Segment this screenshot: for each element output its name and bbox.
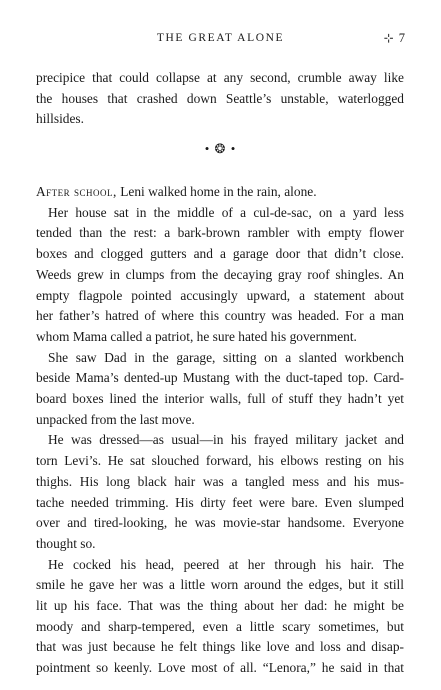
text-line: that was just because he felt things like love and loss and disap- [36, 639, 404, 655]
text-line: torn Levi’s. He sat slouched forward, his elbows resting on his [36, 453, 404, 469]
text-line: empty flagpole pointed accusingly upward, a statement about [36, 287, 404, 303]
lead-in: After school, [36, 184, 117, 199]
folio-ornament-icon: ⊹ [383, 31, 394, 45]
text-line: board boxes lined the interior walls, full of stuff they hadn’t yet [36, 391, 404, 407]
folio [384, 31, 405, 46]
text-line: He cocked his head, peered at her through his hair. The [48, 556, 404, 572]
text-line: Weeds grew in clumps from the decaying gray roof shingles. An [36, 266, 404, 282]
text-line: the houses that crashed down Seattle’s unstable, waterlogged [36, 90, 404, 106]
text-line: pointment so keenly. Love most of all. “Lenora,” he said in that [36, 660, 404, 676]
text-line: whom Mama called a patriot, he sure hated his government. [36, 328, 357, 344]
text-line: tended than the rest: a bark-brown rambler with empty flower [36, 225, 404, 241]
running-title: THE GREAT ALONE [156, 32, 285, 44]
page-number: 7 [398, 31, 405, 45]
text-line: He was dressed—as usual—in his frayed military jacket and [48, 432, 404, 448]
text-line: her father’s hatred of where this country was headed. For a man [36, 308, 404, 324]
text-line: over and tired-looking, he was movie-star handsome. Everyone [36, 515, 404, 531]
text-line: smile he gave her was a little worn around the edges, but it still [36, 577, 404, 593]
text-line: thought so. [36, 535, 96, 551]
text-fragment: Leni walked home in the rain, alone. [116, 184, 317, 199]
text-line: Her house sat in the middle of a cul-de-sac, on a yard less [48, 204, 404, 220]
top-paragraph [36, 68, 404, 130]
body-text [36, 182, 404, 679]
section-break-ornament-icon: • ❂ • [204, 141, 237, 156]
text-line: lit up his face. That was the thing about her dad: he might be [36, 598, 404, 614]
text-line: moody and sharp-tempered, even a little scary sometimes, but [36, 618, 404, 634]
text-line: thighs. His long black hair was a tangled mess and his mus- [36, 473, 404, 489]
text-line: precipice that could collapse at any second, crumble away like [36, 70, 404, 85]
text-line: hillsides. [36, 111, 84, 127]
text-line: unpacked from the last move. [36, 411, 195, 427]
text-line [36, 182, 404, 203]
text-line: boxes and clogged gutters and a garage door that didn’t close. [36, 246, 404, 262]
text-line: She saw Dad in the garage, sitting on a slanted workbench [48, 349, 404, 365]
text-line: beside Mama’s dented-up Mustang with the duct-taped top. Card- [36, 370, 404, 386]
running-head [0, 28, 441, 48]
text-line: tache needed trimming. His dirty feet were bare. Even slumped [36, 494, 404, 510]
